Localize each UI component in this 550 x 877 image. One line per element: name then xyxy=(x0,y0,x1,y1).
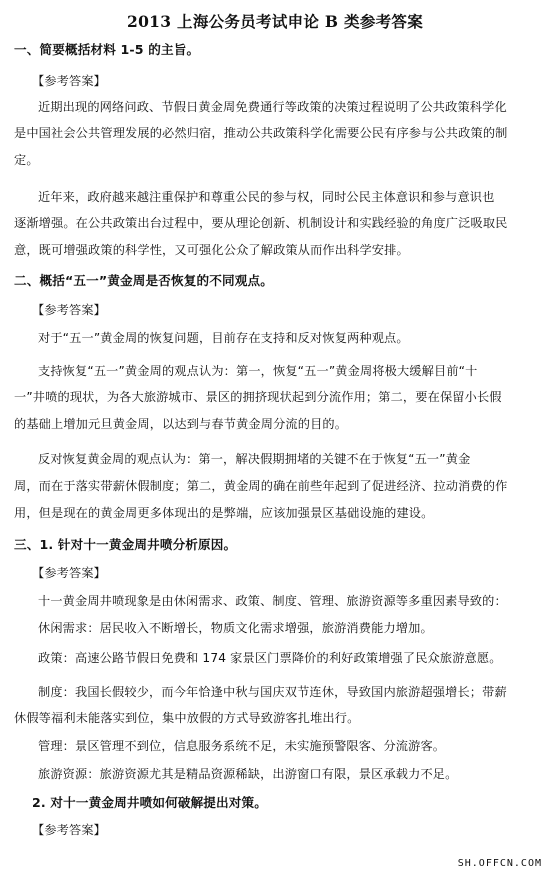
section-4-heading: 2. 对十一黄金周井喷如何破解提出对策。 xyxy=(32,795,268,810)
section-2-answer-tag: 【参考答案】 xyxy=(32,303,107,317)
section-3-heading: 三、1. 针对十一黄金周井喷分析原因。 xyxy=(14,537,237,552)
section-1-text: 定。 xyxy=(14,153,39,167)
section-2-text: 用，但是现在的黄金周更多体现出的是弊端，应该加强景区基础设施的建设。 xyxy=(14,506,434,520)
section-1-text: 近年来，政府越来越注重保护和尊重公民的参与权，同时公民主体意识和参与意识也 xyxy=(38,190,495,204)
section-2-text: 对于“五一”黄金周的恢复问题，目前存在支持和反对恢复两种观点。 xyxy=(38,331,409,345)
page-title: 2013 上海公务员考试申论 B 类参考答案 xyxy=(126,12,424,31)
section-3-answer-tag: 【参考答案】 xyxy=(32,566,107,580)
section-2-text: 的基础上增加元旦黄金周，以达到与春节黄金周分流的目的。 xyxy=(14,417,348,431)
section-2-text: 一”井喷的现状，为各大旅游城市、景区的拥挤现状起到分流作用；第二，要在保留小长假 xyxy=(14,390,502,404)
site-watermark: SH.OFFCN.COM xyxy=(457,858,542,869)
section-4-answer-tag: 【参考答案】 xyxy=(32,823,107,837)
section-2-heading: 二、概括“五一”黄金周是否恢复的不同观点。 xyxy=(14,273,273,288)
section-3-text: 十一黄金周井喷现象是由休闲需求、政策、制度、管理、旅游资源等多重因素导致的： xyxy=(38,594,507,608)
section-3-text: 管理：景区管理不到位，信息服务系统不足，未实施预警限客、分流游客。 xyxy=(38,739,446,753)
section-3-text: 制度：我国长假较少，而今年恰逢中秋与国庆双节连休，导致国内旅游超强增长；带薪 xyxy=(38,685,507,699)
section-1-text: 逐渐增强。在公共政策出台过程中，要从理论创新、机制设计和实践经验的角度广泛吸取民 xyxy=(14,216,508,230)
section-3-text: 休闲需求：居民收入不断增长，物质文化需求增强，旅游消费能力增加。 xyxy=(38,621,433,635)
section-1-answer-tag: 【参考答案】 xyxy=(32,74,107,88)
section-3-text: 休假等福利未能落实到位，集中放假的方式导致游客扎堆出行。 xyxy=(14,711,360,725)
section-3-text: 旅游资源：旅游资源尤其是精品资源稀缺，出游窗口有限，景区承载力不足。 xyxy=(38,767,458,781)
section-3-text: 政策：高速公路节假日免费和 174 家景区门票降价的利好政策增强了民众旅游意愿。 xyxy=(38,651,502,665)
section-2-text: 反对恢复黄金周的观点认为：第一，解决假期拥堵的关键不在于恢复“五一”黄金 xyxy=(38,452,471,466)
section-1-text: 意，既可增强政策的科学性，又可强化公众了解政策从而作出科学安排。 xyxy=(14,243,409,257)
section-2-text: 周，而在于落实带薪休假制度；第二，黄金周的确在前些年起到了促进经济、拉动消费的作 xyxy=(14,479,508,493)
section-1-heading: 一、简要概括材料 1-5 的主旨。 xyxy=(14,42,200,57)
section-1-text: 近期出现的网络问政、节假日黄金周免费通行等政策的决策过程说明了公共政策科学化 xyxy=(38,100,507,114)
section-1-text: 是中国社会公共管理发展的必然归宿，推动公共政策科学化需要公民有序参与公共政策的制 xyxy=(14,126,508,140)
section-2-text: 支持恢复“五一”黄金周的观点认为：第一，恢复“五一”黄金周将极大缓解目前“十 xyxy=(38,364,478,378)
